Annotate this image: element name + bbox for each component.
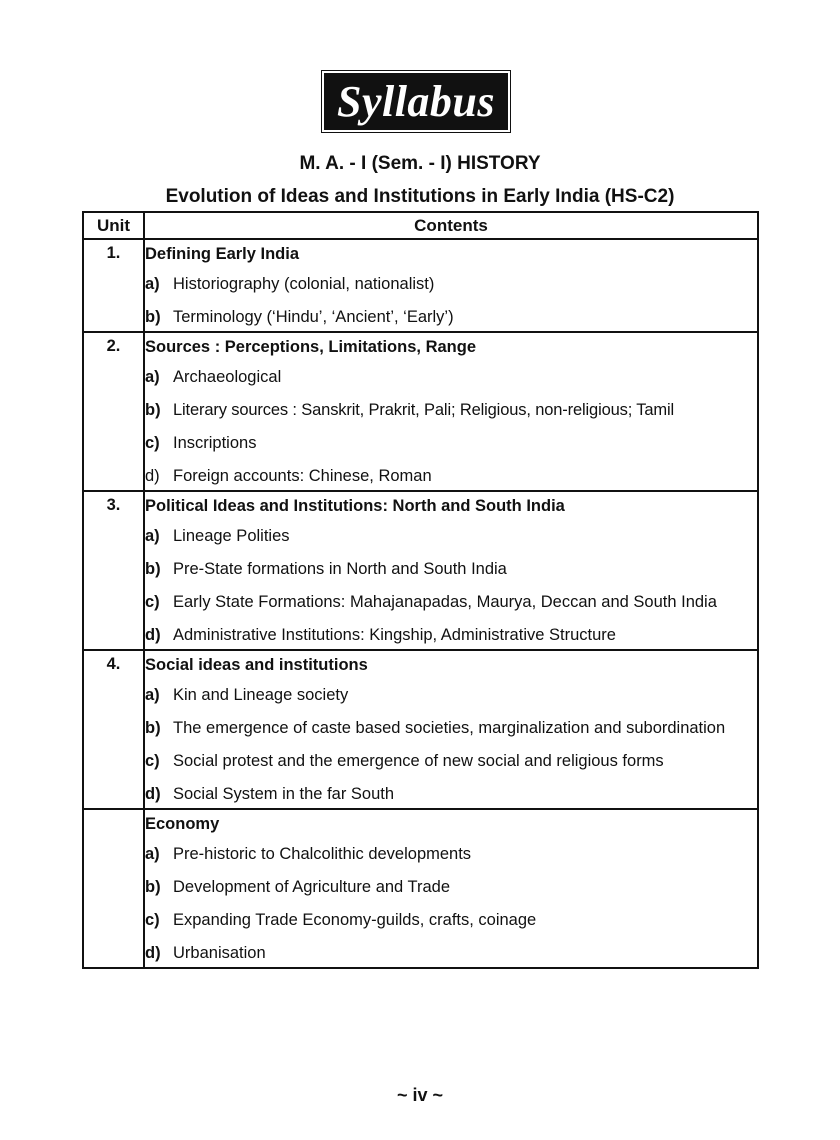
item-letter: c): [145, 752, 160, 770]
table-row: [83, 239, 758, 332]
item-letter: d): [145, 944, 161, 962]
list-item: [145, 871, 757, 904]
list-item: [145, 622, 757, 649]
item-letter: b): [145, 719, 161, 737]
unit-number: 2.: [106, 337, 121, 355]
unit-number: 1.: [106, 244, 121, 262]
paper-title: Evolution of Ideas and Institutions in Early India (HS-C2): [165, 186, 675, 207]
unit-number-cell: [83, 650, 144, 809]
item-letter: b): [145, 401, 161, 419]
unit-contents-cell: [144, 491, 758, 650]
item-letter: a): [145, 368, 160, 386]
list-item: [145, 268, 757, 301]
table-header-row: [83, 212, 758, 239]
list-item: [145, 304, 757, 331]
list-item: [145, 463, 757, 490]
item-letter: b): [145, 878, 161, 896]
unit-title: Political Ideas and Institutions: North and South India: [145, 497, 565, 515]
list-item: [145, 427, 757, 460]
item-text: Social System in the far South: [173, 785, 395, 803]
unit-contents-cell: [144, 650, 758, 809]
list-item: [145, 781, 757, 808]
unit-contents-cell: [144, 332, 758, 491]
unit-title: Defining Early India: [145, 245, 300, 263]
unit-contents-cell: [144, 809, 758, 968]
list-item: [145, 904, 757, 937]
syllabus-badge: [324, 73, 508, 130]
contents-column-header: Contents: [144, 212, 758, 239]
item-letter: a): [145, 845, 160, 863]
list-item: [145, 838, 757, 871]
table-row: [83, 332, 758, 491]
unit-number-cell: [83, 809, 144, 968]
list-item: [145, 394, 757, 427]
list-item: [145, 940, 757, 967]
syllabus-table: [82, 211, 759, 969]
list-item: [145, 520, 757, 553]
list-item: [145, 553, 757, 586]
list-item: [145, 586, 757, 619]
table-row: [83, 650, 758, 809]
item-text: Kin and Lineage society: [173, 686, 349, 704]
item-text: Historiography (colonial, nationalist): [173, 275, 435, 293]
item-text: Inscriptions: [173, 434, 257, 452]
item-letter: c): [145, 434, 160, 452]
item-letter: a): [145, 275, 160, 293]
item-text: Development of Agriculture and Trade: [173, 878, 450, 896]
unit-number: 4.: [106, 655, 121, 673]
unit-title: Social ideas and institutions: [145, 656, 368, 674]
item-letter: c): [145, 593, 160, 611]
unit-number: [84, 810, 143, 814]
item-letter: d): [145, 467, 160, 485]
item-letter: d): [145, 785, 161, 803]
item-text: Early State Formations: Mahajanapadas, Maurya, Deccan and South India: [173, 593, 717, 611]
item-letter: c): [145, 911, 160, 929]
item-text: Lineage Polities: [173, 527, 290, 545]
item-text: Archaeological: [173, 368, 282, 386]
item-letter: d): [145, 626, 161, 644]
unit-number-cell: [83, 491, 144, 650]
table-row: [83, 491, 758, 650]
item-text: Urbanisation: [173, 944, 266, 962]
page-number: ~ iv ~: [396, 1085, 444, 1105]
unit-contents-cell: [144, 239, 758, 332]
item-text: Pre-historic to Chalcolithic developments: [173, 845, 472, 863]
course-title: M. A. - I (Sem. - I) HISTORY: [299, 153, 541, 174]
list-item: [145, 679, 757, 712]
unit-column-header: Unit: [83, 212, 144, 239]
item-text: Pre-State formations in North and South India: [173, 560, 507, 578]
unit-number-cell: [83, 239, 144, 332]
list-item: [145, 712, 757, 745]
item-text: Administrative Institutions: Kingship, Administrative Structure: [173, 626, 616, 644]
list-item: [145, 745, 757, 778]
item-text: Expanding Trade Economy-guilds, crafts, coinage: [173, 911, 537, 929]
item-text: Terminology (‘Hindu’, ‘Ancient’, ‘Early’): [173, 308, 454, 326]
item-text: Social protest and the emergence of new social and religious forms: [173, 752, 664, 770]
unit-number: 3.: [106, 496, 121, 514]
item-text: Literary sources : Sanskrit, Prakrit, Pali; Religious, non-religious; Tamil: [173, 401, 675, 419]
syllabus-badge-text: Syllabus: [336, 77, 496, 126]
item-letter: b): [145, 308, 161, 326]
table-row: [83, 809, 758, 968]
item-letter: b): [145, 560, 161, 578]
item-letter: a): [145, 686, 160, 704]
unit-title: Sources : Perceptions, Limitations, Range: [145, 338, 476, 356]
unit-title: Economy: [145, 815, 220, 833]
item-text: The emergence of caste based societies, marginalization and subordination: [173, 719, 726, 737]
unit-number-cell: [83, 332, 144, 491]
item-letter: a): [145, 527, 160, 545]
item-text: Foreign accounts: Chinese, Roman: [173, 467, 432, 485]
list-item: [145, 361, 757, 394]
